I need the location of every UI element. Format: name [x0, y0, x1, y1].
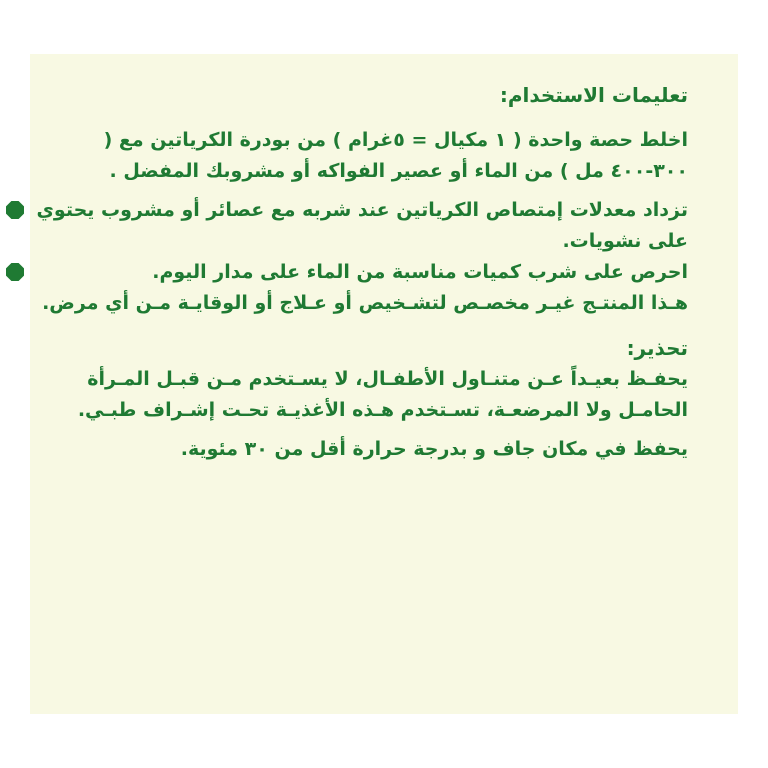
- bullet-item-absorption: [30, 195, 688, 257]
- octagon-bullet-icon: [6, 263, 24, 281]
- medical-disclaimer: هـذا المنتـج غيـر مخصـص لتشـخيص أو عـلاج أو الوقايـة مـن أي مرض.: [42, 292, 688, 314]
- mixing-instructions: اخلط حصة واحدة ( ١ مكيال = ٥غرام ) من بودرة الكرياتين مع ( ٣٠٠-٤٠٠ مل ) من الماء أو عصير الفواكه أو مشروبك المفضل .: [103, 129, 688, 182]
- bullet-text: تزداد معدلات إمتصاص الكرياتين عند شربه مع عصائر أو مشروب يحتوي على نشويات.: [36, 199, 688, 252]
- octagon-bullet-icon: [6, 201, 24, 219]
- usage-heading: تعليمات الاستخدام:: [499, 83, 688, 107]
- bullet-item-water: [30, 257, 688, 288]
- bullet-text: احرص على شرب كميات مناسبة من الماء على مدار اليوم.: [152, 261, 688, 283]
- product-instructions: [30, 80, 688, 465]
- warning-text: يحفـظ بعيـداً عـن متنـاول الأطفـال، لا يسـتخدم مـن قبـل المـرأة الحامـل ولا المرضعـة، تسـتخدم هـذه الأغذيـة تحـت إشـراف طبـي.: [77, 368, 688, 421]
- warning-heading: تحذير:: [626, 336, 688, 360]
- storage-instructions: يحفظ في مكان جاف و بدرجة حرارة أقل من ٣٠ مئوية.: [180, 438, 688, 460]
